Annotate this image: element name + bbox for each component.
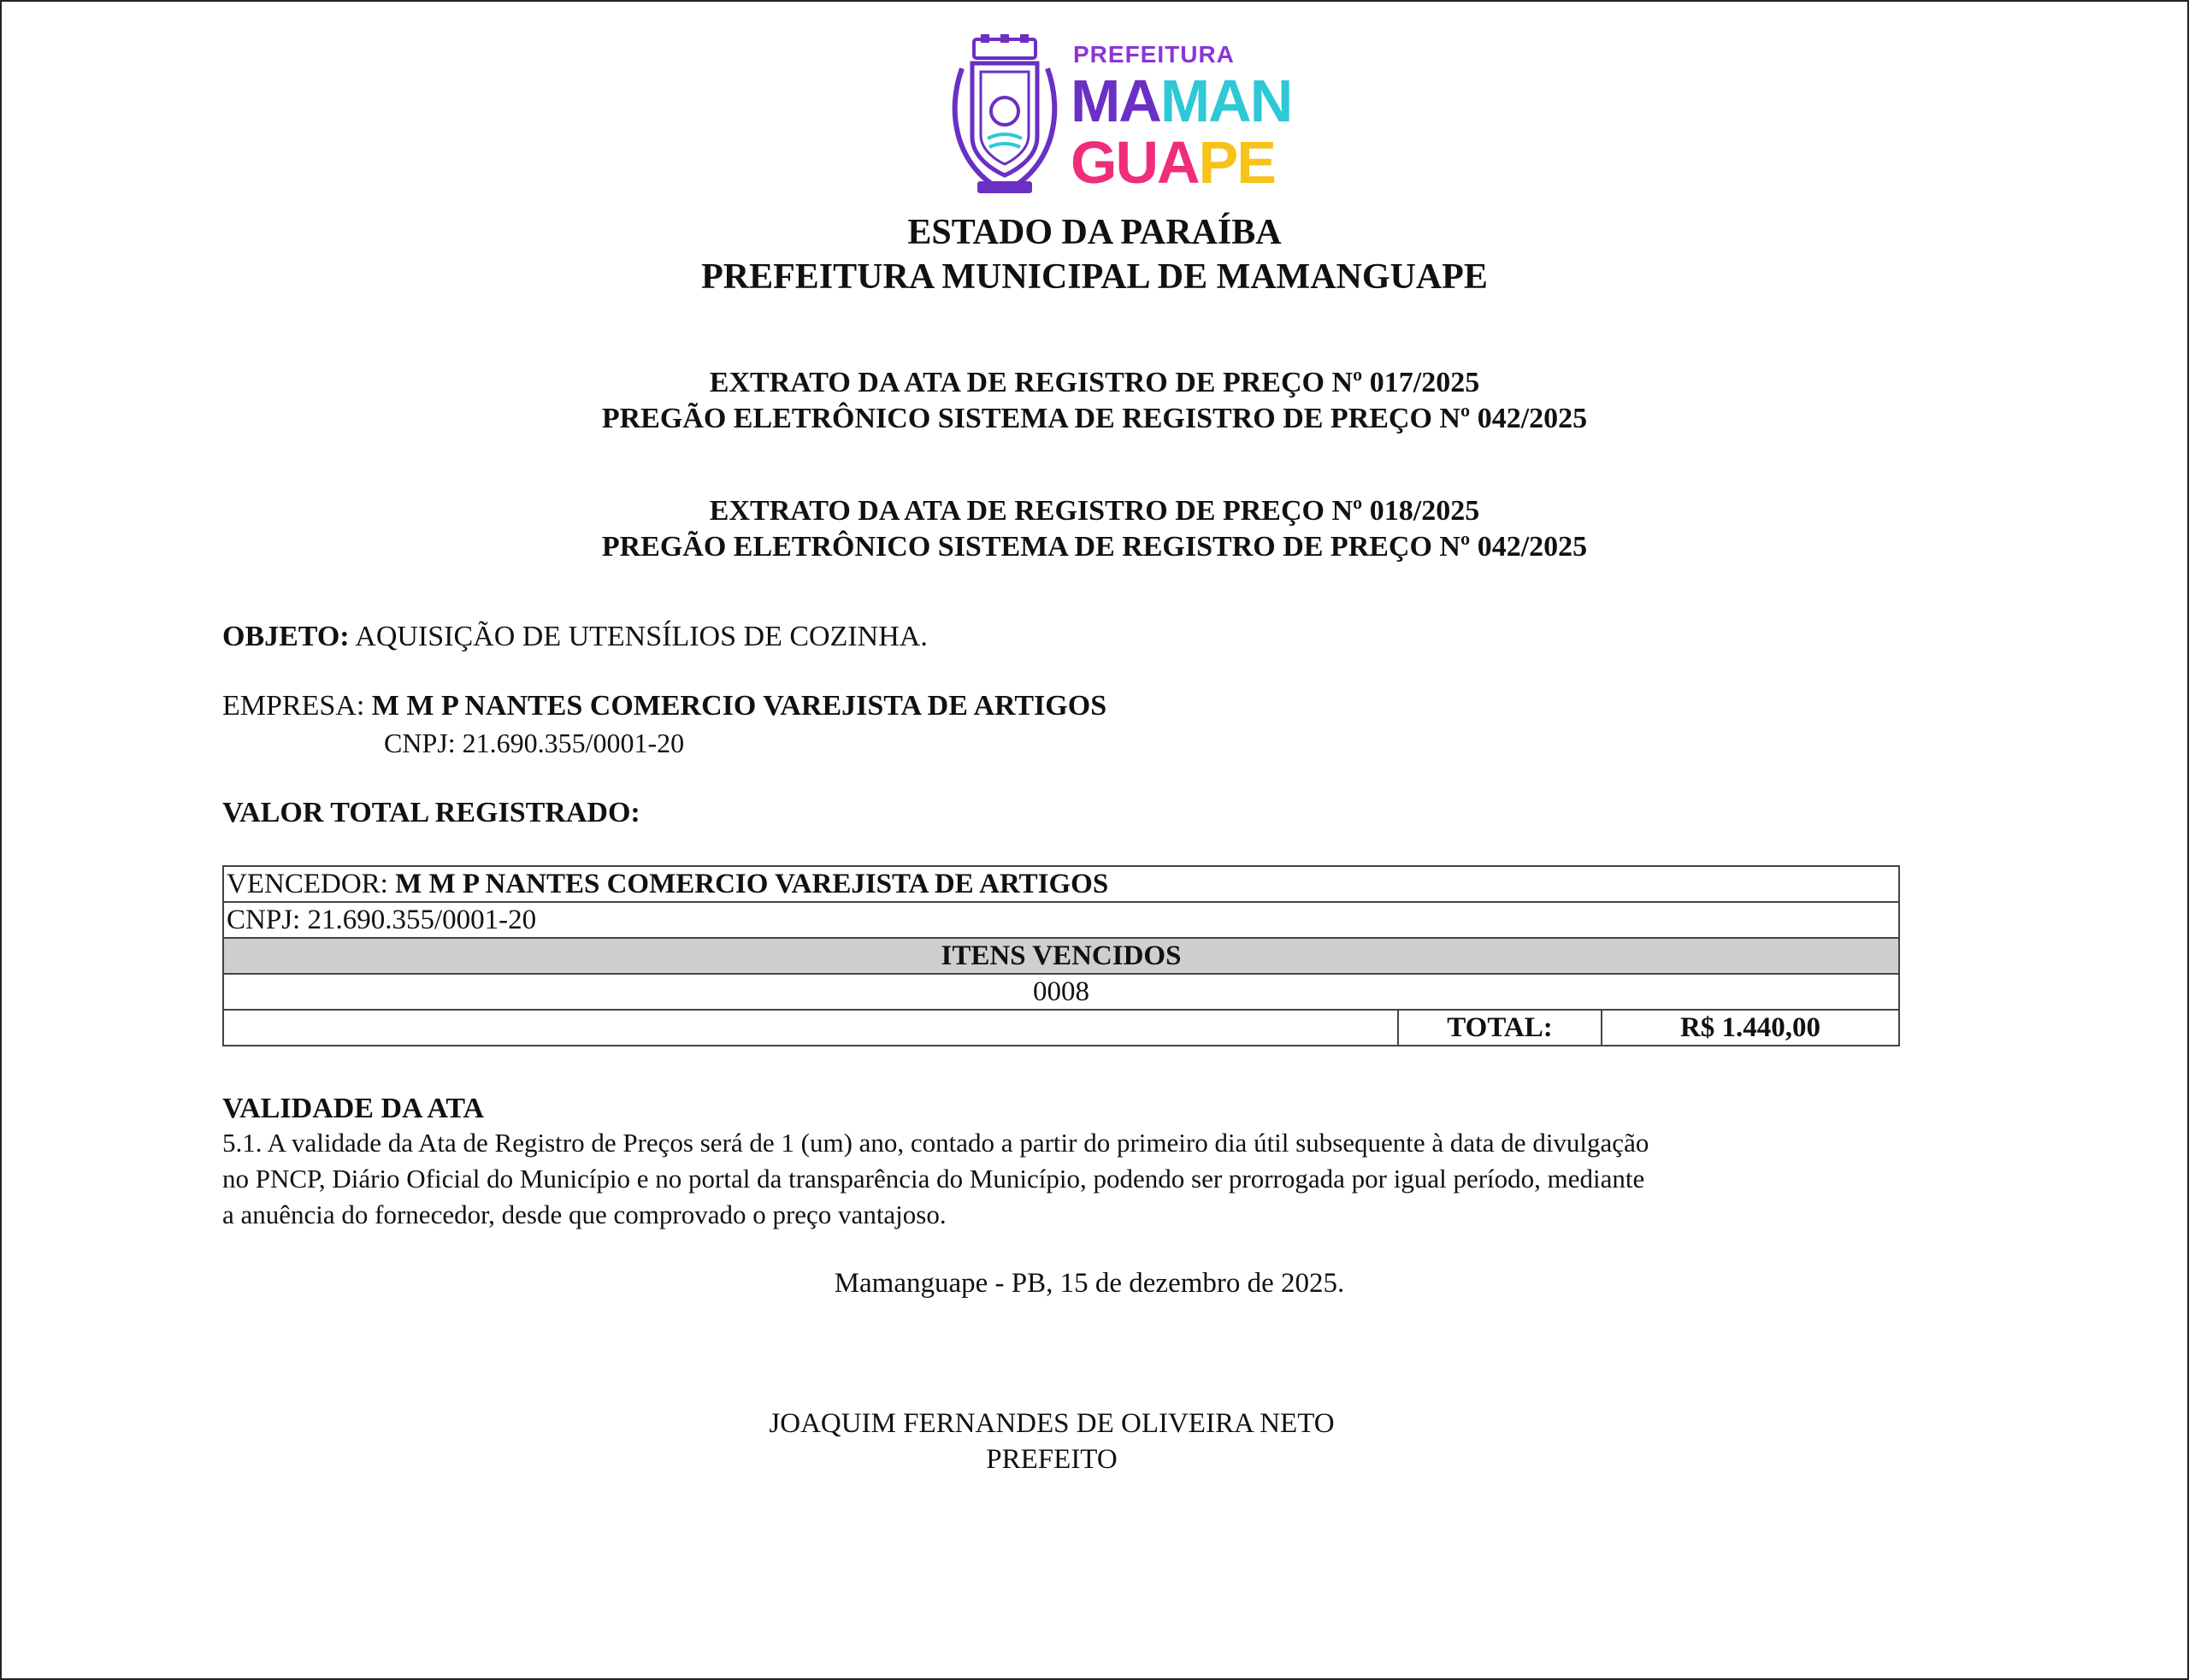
table-row xyxy=(223,1010,1899,1046)
valor-total-label: VALOR TOTAL REGISTRADO: xyxy=(222,797,640,828)
vencedor-name: M M P NANTES COMERCIO VAREJISTA DE ARTIGOS xyxy=(395,869,1109,899)
objeto-line xyxy=(222,619,928,655)
validade-line-1: 5.1. A validade da Ata de Registro de Preços será de 1 (um) ano, contado a partir do primeiro dia útil subsequente à data de divulgação xyxy=(222,1128,1649,1158)
total-label-cell: TOTAL: xyxy=(1398,1010,1602,1046)
table-row xyxy=(223,938,1899,974)
total-value-cell: R$ 1.440,00 xyxy=(1602,1010,1899,1046)
validade-line-2: no PNCP, Diário Oficial do Município e no portal da transparência do Município, podendo ser prorrogada por igual período, mediante xyxy=(222,1164,1645,1194)
extract-2-subtitle: PREGÃO ELETRÔNICO SISTEMA DE REGISTRO DE PREÇO Nº 042/2025 xyxy=(601,531,1588,563)
vencedor-label: VENCEDOR: xyxy=(227,869,388,899)
table-row xyxy=(223,902,1899,938)
table-row xyxy=(223,974,1899,1010)
empty-cell xyxy=(223,1010,1398,1046)
place-date: Mamanguape - PB, 15 de dezembro de 2025. xyxy=(834,1268,1345,1299)
item-cell: 0008 xyxy=(223,974,1899,1010)
signature-name: JOAQUIM FERNANDES DE OLIVEIRA NETO xyxy=(769,1408,1335,1439)
results-table xyxy=(222,865,1900,1046)
cnpj-cell: CNPJ: 21.690.355/0001-20 xyxy=(223,902,1899,938)
objeto-value: AQUISIÇÃO DE UTENSÍLIOS DE COZINHA. xyxy=(355,621,928,652)
signature-role: PREFEITO xyxy=(986,1444,1118,1475)
validade-line-3: a anuência do fornecedor, desde que comprovado o preço vantajoso. xyxy=(222,1200,947,1229)
extract-2-title: EXTRATO DA ATA DE REGISTRO DE PREÇO Nº 018/2025 xyxy=(709,495,1480,527)
vencedor-cell xyxy=(223,866,1899,902)
logo-line-1: MAMAN xyxy=(1071,68,1292,134)
logo-prefeitura: PREFEITURA xyxy=(1073,41,1235,68)
extract-1-title: EXTRATO DA ATA DE REGISTRO DE PREÇO Nº 017/2025 xyxy=(709,367,1480,398)
validade-title: VALIDADE DA ATA xyxy=(222,1093,485,1124)
items-header-cell: ITENS VENCIDOS xyxy=(223,938,1899,974)
extract-1-subtitle: PREGÃO ELETRÔNICO SISTEMA DE REGISTRO DE PREÇO Nº 042/2025 xyxy=(601,403,1588,434)
empresa-name: M M P NANTES COMERCIO VAREJISTA DE ARTIGOS xyxy=(371,690,1107,722)
city-logo xyxy=(947,34,1292,201)
table-row xyxy=(223,866,1899,902)
state-heading: ESTADO DA PARAÍBA xyxy=(907,213,1282,252)
empresa-line xyxy=(222,688,1106,724)
empresa-cnpj: CNPJ: 21.690.355/0001-20 xyxy=(384,728,685,758)
city-hall-heading: PREFEITURA MUNICIPAL DE MAMANGUAPE xyxy=(701,257,1488,297)
logo-line-2: GUAPE xyxy=(1071,129,1275,196)
empresa-label: EMPRESA: xyxy=(222,690,365,722)
objeto-label: OBJETO: xyxy=(222,621,350,652)
